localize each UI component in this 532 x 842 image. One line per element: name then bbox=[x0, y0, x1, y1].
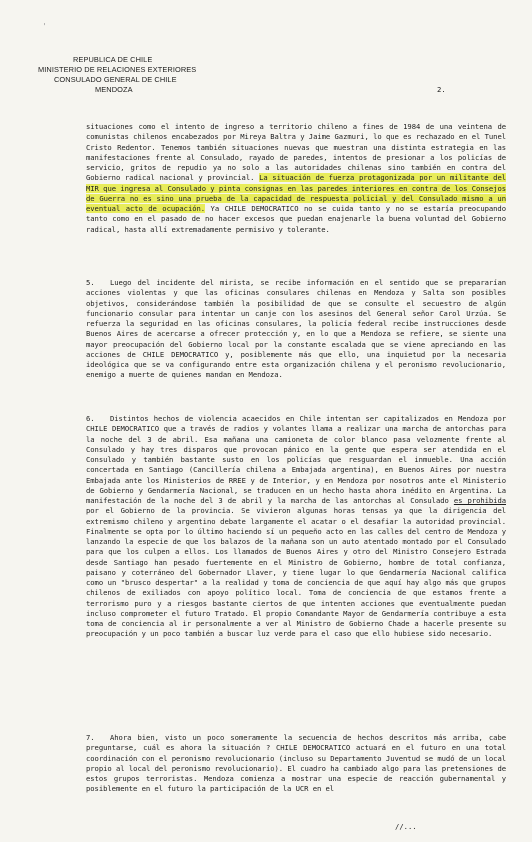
paragraph-intro bbox=[86, 122, 506, 235]
paragraph-6-text-b: por el Gobierno de la provincia. Se vivieron algunas horas tensas ya que la dirigencia del extremismo chileno y argentino debate largamente el acatar o el desafiar la autoridad provincial. Finalmente se opta por lo último haciendo sí un pequeño acto en las calles del centro de Mendoza y lanzando la especie de que los balazos de la mañana son un auto atentado montado por el Consulado para que los culpen a ellos. Los llamados de Buenos Aires y otro del Ministro Consejero Estrada desde Santiago han pesado fuertemente en el Ministro de Gobierno, hombre de total confianza, paisano y coterráneo del Gobernador Llaver, y tiene lugar lo que Gendarmería Nacional califica como un "brusco despertar" a la realidad y toma de conciencia de que aquí hay algo más que grupos chilenos de exiliados con apoyo político local. Toma de conciencia de que estamos frente a terrorismo puro y a riesgos bastante ciertos de que intenten acciones que eventualmente puedan incluso comprometer el futuro Tratado. El propio Comandante Mayor de Gendarmería contribuye a esta toma de conciencia al ir personalmente a ver al Ministro de Gobierno Chade a hacerle presente su preocupación y un poco también a buscar luz verde para el caso que ello hubiese sido necesario. bbox=[86, 506, 506, 639]
page-number: 2. bbox=[437, 85, 446, 94]
paragraph-5-text: Luego del incidente del mirista, se recibe información en el sentido que se prepararían acciones violentas y que las oficinas consulares chilenas en Mendoza y Salta son posibles objetivos, considerándose también la posibilidad de que se consulte el secuestro de algún funcionario consular para intentar un canje con los asesinos del General señor Carol Urzúa. Se refuerza la seguridad en las oficinas consulares, la policía federal recibe instrucciones desde Buenos Aires de acercarse a ofrecer protección y, en lo que a Mendoza se refiere, se siente una mayor preocupación del Gobierno local por la constante escalada que se viene apreciando en las acciones de CHILE DEMOCRATICO y, posiblemente más que ello, una inquietud por la necesaria ideológica que se va configurando entre esta organización chilena y el peronismo revolucionario, enemigo a muerte de quienes mandan en Mendoza. bbox=[86, 278, 506, 380]
paragraph-number: 6. bbox=[86, 414, 95, 423]
scan-mark: ' bbox=[42, 22, 47, 31]
underlined-phrase: es prohibida bbox=[453, 496, 507, 505]
paragraph-6 bbox=[86, 414, 506, 640]
letterhead bbox=[38, 55, 238, 95]
paragraph-number: 5. bbox=[86, 278, 95, 287]
letterhead-city: MENDOZA bbox=[95, 85, 133, 94]
letterhead-country: REPUBLICA DE CHILE bbox=[73, 55, 153, 64]
paragraph-intro-text-b: Ya CHILE DEMOCRATICO no se cuida tanto y no se estaría preocupando tanto como en el pasado de no hacer excesos que puedan enajenarle la buena voluntad del Gobierno radical, hasta allí extremadamente permisivo y tolerante. bbox=[86, 204, 506, 234]
highlighted-passage: La situación de fuerza protagonizada por un militante del MIR que ingresa al Consulado y pinta consignas en las paredes interiores en contra de los Consejos de Guerra no es sino una prueba de la capacidad de respuesta policial y del Consulado mismo a un eventual acto de ocupación. bbox=[86, 173, 507, 213]
paragraph-7-text: Ahora bien, visto un poco someramente la secuencia de hechos descritos más arriba, cabe preguntarse, cuál es ahora la situación ? CHILE DEMOCRATICO actuará en el futuro en una total coordinación con el peronismo revolucionario (incluso su Departamento Juventud se mudó de un local propio al local del peronismo revolucionario). El cuadro ha cambiado algo para las pretensiones de estos grupos terroristas. Mendoza comienza a mostrar una especie de reacción gubernamental y posiblemente en el futuro la participación de la UCR en el bbox=[86, 733, 506, 794]
continuation-mark: //... bbox=[395, 822, 417, 831]
paragraph-6-text-a: Distintos hechos de violencia acaecidos en Chile intentan ser capitalizados en Mendoza por CHILE DEMOCRATICO que a través de radios y volantes llama a realizar una marcha de antorchas para la noche del 3 de abril. Esa mañana una camioneta de color blanco pasa velozmente frente al Consulado y hay tres disparos que provocan pánico en la gente que espera ser atendida en el Consulado y también bastante susto en los policías que resguardan el inmueble. Una acción concertada en Santiago (Cancillería chilena a Embajada argentina), en Buenos Aires por nuestra Embajada ante los Ministerios de RREE y de Interior, y en Mendoza por nosotros ante el Ministerio de Gobierno y Gendarmería Nacional, se traducen en un hecho hasta ahora inédito en Argentina. La manifestación de la noche del 3 de abril y la marcha de las antorchas al Consulado bbox=[86, 414, 506, 505]
paragraph-number: 7. bbox=[86, 733, 95, 742]
paragraph-intro-text-a: situaciones como el intento de ingreso a territorio chileno a fines de 1984 de una veintena de comunistas chilenos encabezados por Mireya Baltra y Jaime Gazmuri, lo que es rechazado en el Tunel Cristo Redentor. Tenemos también situaciones nuevas que muestran una distinta estrategia en las manifestaciones frente al Consulado, rayado de paredes, intentos de presionar a los policías de servicio, gritos de repudio ya no solo a las autoridades chilenas sino también en contra del Gobierno radical nacional y provincial. bbox=[86, 122, 506, 183]
paragraph-5 bbox=[86, 278, 506, 381]
paragraph-7 bbox=[86, 733, 506, 795]
letterhead-ministry: MINISTERIO DE RELACIONES EXTERIORES bbox=[38, 65, 197, 74]
letterhead-consulate: CONSULADO GENERAL DE CHILE bbox=[54, 75, 177, 84]
